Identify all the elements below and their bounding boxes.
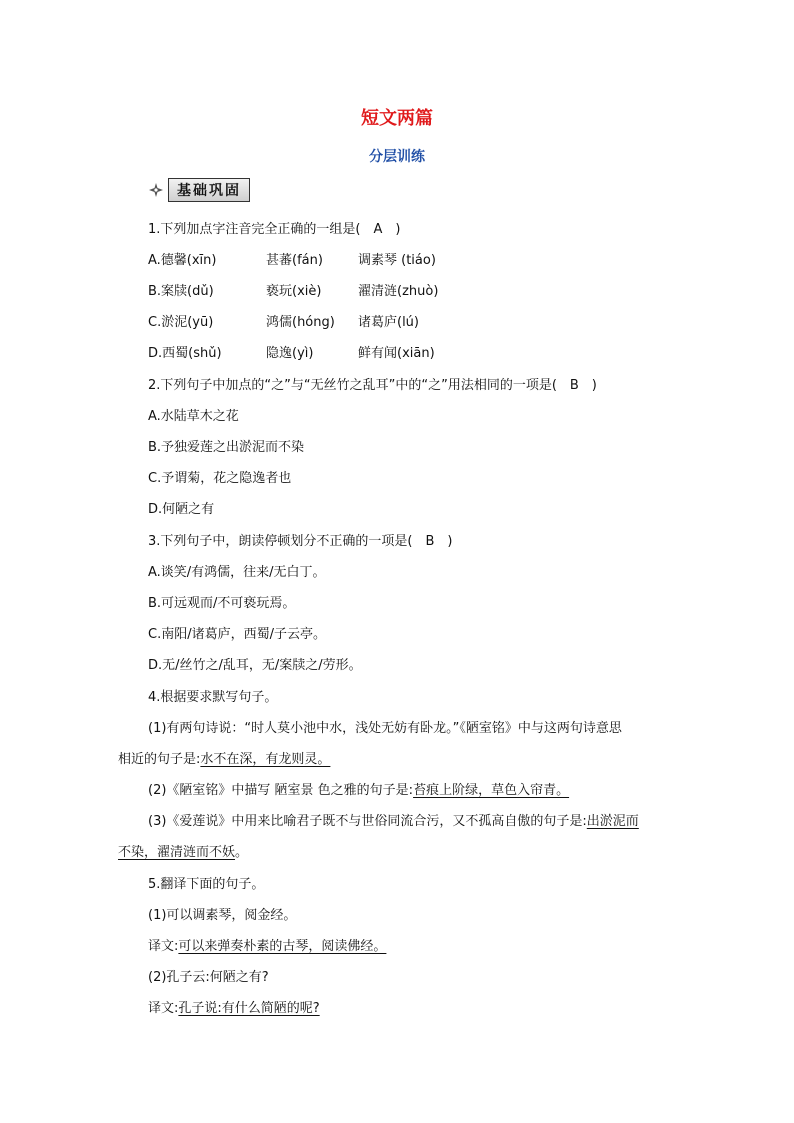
q2-option: B.予独爱莲之出淤泥而不染: [148, 440, 305, 455]
q1-option: 亵玩(xiè): [266, 284, 322, 299]
q3-option: B.可远观而/不可亵玩焉。: [148, 596, 296, 611]
q3-option: D.无/丝竹之/乱耳，无/案牍之/劳形。: [148, 658, 362, 673]
q4-part1-line1: (1)有两句诗说：“时人莫小池中水，浅处无妨有卧龙。”《陋室铭》中与这两句诗意思: [148, 721, 622, 736]
q1-option: 鸿儒(hóng): [266, 315, 335, 330]
section-banner: [148, 178, 250, 202]
q1-option: D.西蜀(shǔ): [148, 346, 222, 361]
q1-option: 鲜有闻(xiān): [358, 346, 435, 361]
q1-row-c: [148, 311, 548, 331]
q1-option: B.案牍(dǔ): [148, 284, 214, 299]
q4-part1-answer: 水不在深，有龙则灵。: [200, 752, 331, 767]
q1-option: 隐逸(yì): [266, 346, 314, 361]
q3-option: A.谈笑/有鸿儒，往来/无白丁。: [148, 565, 326, 580]
q4-part1-line2: [118, 748, 330, 767]
q5-stem: 5.翻译下面的句子。: [148, 877, 265, 892]
q4-part2: [148, 779, 569, 798]
q4-part3-prompt: (3)《爱莲说》中用来比喻君子既不与世俗同流合污，又不孤高自傲的句子是:: [148, 814, 587, 829]
q1-option: 甚蕃(fán): [266, 253, 323, 268]
translation-answer: 孔子说:有什么简陋的呢?: [178, 1001, 320, 1016]
section-banner-label: 基础巩固: [168, 178, 250, 202]
q1-row-a: [148, 249, 548, 269]
q4-part3-line1: [148, 810, 639, 829]
q4-part2-prompt: (2)《陋室铭》中描写 陋室景 色之雅的句子是:: [148, 783, 414, 798]
q5-sentence-2: (2)孔子云:何陋之有?: [148, 970, 269, 985]
fleur-icon: [148, 182, 164, 198]
page-title: 短文两篇: [361, 108, 433, 129]
q4-part2-answer: 苔痕上阶绿，草色入帘青。: [413, 783, 570, 798]
q1-row-b: [148, 280, 548, 300]
q1-option: 调素琴 (tiáo): [358, 253, 436, 268]
q4-part3-line2: [118, 841, 248, 860]
q5-translation-2: [148, 997, 320, 1016]
q1-row-d: [148, 342, 548, 362]
q4-stem: 4.根据要求默写句子。: [148, 690, 278, 705]
q1-option: 诸葛庐(lú): [358, 315, 419, 330]
q3-option: C.南阳/诸葛庐，西蜀/子云亭。: [148, 627, 326, 642]
q4-part3-answer-end: 不染，濯清涟而不妖: [118, 845, 236, 860]
translation-answer: 可以来弹奏朴素的古琴，阅读佛经。: [178, 939, 387, 954]
q2-stem: 2.下列句子中加点的“之”与“无丝竹之乱耳”中的“之”用法相同的一项是( B ): [148, 378, 597, 393]
q3-stem: 3.下列句子中，朗读停顿划分不正确的一项是( B ): [148, 534, 453, 549]
translation-label: 译文:: [148, 939, 179, 954]
q1-option: A.德馨(xīn): [148, 253, 217, 268]
q1-stem: 1.下列加点字注音完全正确的一组是( A ): [148, 222, 401, 237]
q1-option: 濯清涟(zhuò): [358, 284, 439, 299]
q2-option: A.水陆草木之花: [148, 409, 239, 424]
q4-part3-answer-start: 出淤泥而: [586, 814, 639, 829]
q2-option: D.何陋之有: [148, 502, 215, 517]
page-subtitle: 分层训练: [369, 149, 425, 165]
translation-label: 译文:: [148, 1001, 179, 1016]
q5-sentence-1: (1)可以调素琴，阅金经。: [148, 908, 297, 923]
q2-option: C.予谓菊，花之隐逸者也: [148, 471, 292, 486]
q4-part1-prompt: 相近的句子是:: [118, 752, 201, 767]
q1-option: C.淤泥(yū): [148, 315, 214, 330]
q5-translation-1: [148, 935, 386, 954]
q4-part3-period: 。: [235, 845, 249, 860]
